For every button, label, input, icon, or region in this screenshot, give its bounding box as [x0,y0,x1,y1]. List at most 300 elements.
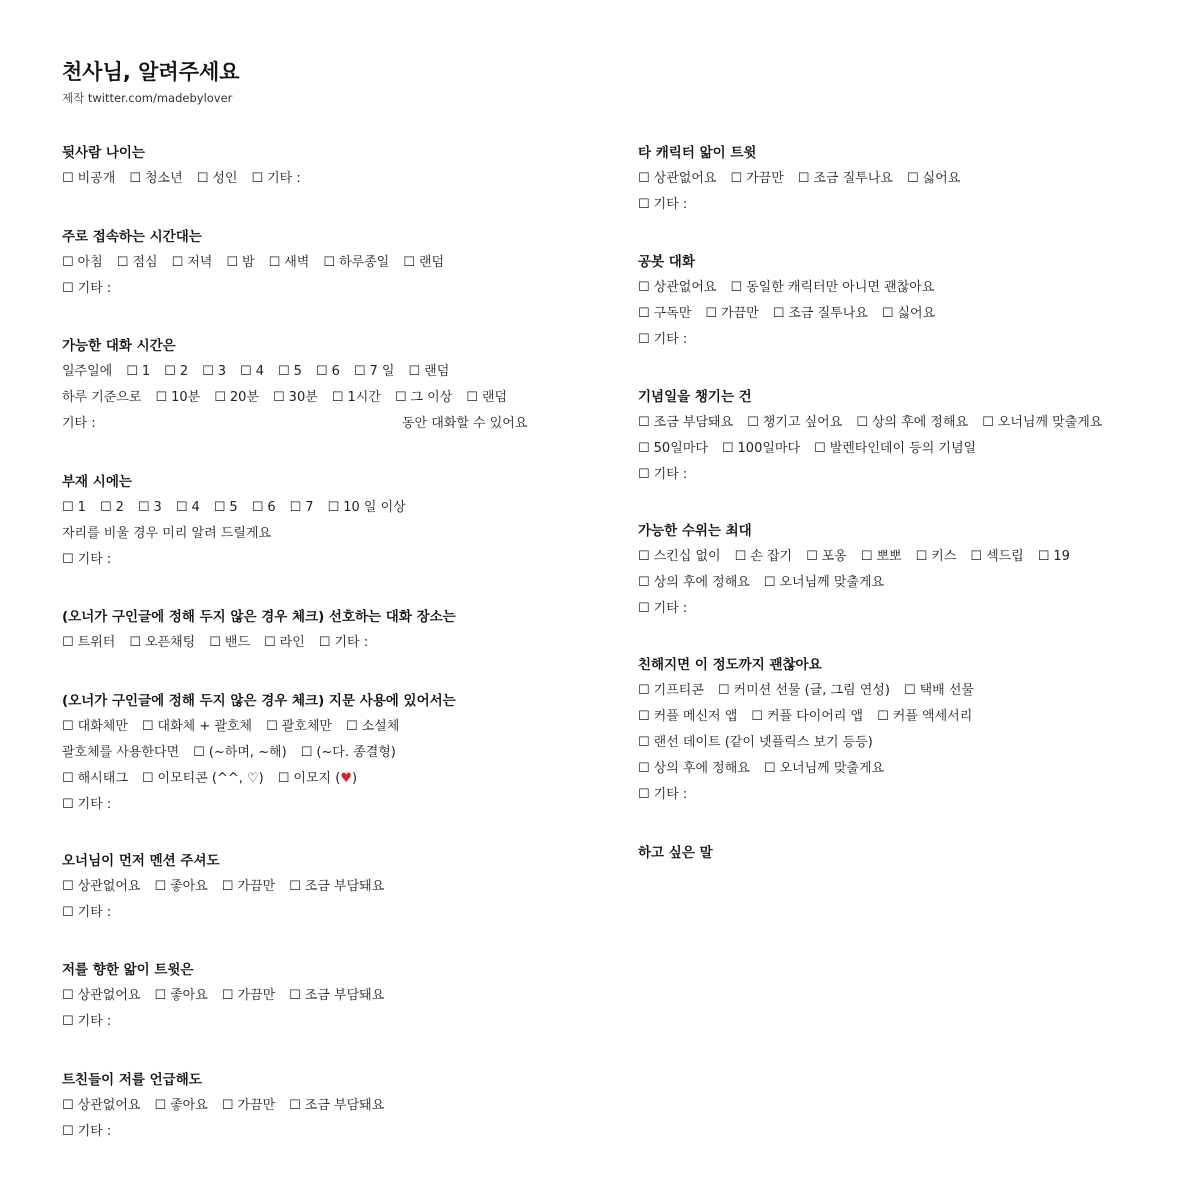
option-label: 청소년 [145,171,183,186]
question-section [638,518,1187,622]
checkbox-icon[interactable]: ☐ [638,709,650,724]
checkbox-icon[interactable]: ☐ [62,500,74,515]
checkbox-icon[interactable]: ☐ [251,500,264,515]
checkbox-icon[interactable]: ☐ [300,745,313,760]
checkbox-icon[interactable]: ☐ [353,364,366,379]
checkbox-option[interactable] [126,359,150,385]
option-label: 19 [1053,549,1070,564]
option-label: 밤 [242,255,255,270]
checkbox-option[interactable] [301,740,396,766]
question-section [638,140,1187,218]
checkbox-icon[interactable]: ☐ [638,197,650,212]
option-row [62,792,622,818]
checkbox-icon[interactable]: ☐ [62,797,74,812]
option-label: 상관없어요 [653,171,717,186]
option-label: 이모지 ( [293,771,341,786]
checkbox-option[interactable] [129,630,195,656]
option-label: 커미션 선물 (글, 그림 연성) [733,683,890,698]
option-row [62,521,622,547]
option-label: 소설체 [361,719,400,734]
option-label: 1 [77,500,86,515]
checkbox-option[interactable] [638,462,687,488]
checkbox-icon[interactable]: ☐ [226,255,238,270]
checkbox-icon[interactable]: ☐ [214,390,226,405]
row-suffix-text: 동안 대화할 수 있어요 [402,416,528,431]
option-row [638,166,1187,192]
checkbox-icon[interactable]: ☐ [1037,549,1050,564]
option-row [62,630,622,656]
checkbox-option[interactable] [290,495,314,521]
checkbox-icon[interactable]: ☐ [772,306,785,321]
checkbox-icon[interactable]: ☐ [264,635,276,650]
checkbox-option[interactable] [278,359,302,385]
checkbox-icon[interactable]: ☐ [638,280,650,295]
option-row [638,436,1187,462]
checkbox-icon[interactable]: ☐ [62,255,74,270]
option-label: 조금 부담돼요 [653,415,734,430]
option-row [62,547,622,573]
checkbox-icon[interactable]: ☐ [289,500,302,515]
checkbox-icon[interactable]: ☐ [327,500,340,515]
checkbox-option[interactable] [1038,544,1070,570]
checkbox-option[interactable] [638,275,716,301]
question-section [62,140,622,192]
checkbox-icon[interactable]: ☐ [141,719,154,734]
checkbox-option[interactable] [916,544,957,570]
checkbox-option[interactable] [289,1093,384,1119]
checkbox-option[interactable] [251,166,300,192]
checkbox-option[interactable] [62,547,111,573]
checkbox-icon[interactable]: ☐ [638,441,650,456]
option-label: 아침 [77,255,103,270]
checkbox-icon[interactable]: ☐ [154,879,167,894]
checkbox-icon[interactable]: ☐ [638,575,650,590]
option-label: 하루종일 [339,255,390,270]
checkbox-option[interactable] [142,714,252,740]
checkbox-icon[interactable]: ☐ [154,1098,167,1113]
checkbox-icon[interactable]: ☐ [705,306,717,321]
checkbox-icon[interactable]: ☐ [273,390,285,405]
checkbox-option[interactable] [154,983,207,1009]
checkbox-option[interactable] [323,250,389,276]
checkbox-icon[interactable]: ☐ [906,171,919,186]
checkbox-option[interactable] [638,410,733,436]
question-section [638,840,1187,866]
question-title: 타 캐릭터 앎이 트윗 [638,145,757,161]
checkbox-option[interactable] [638,166,716,192]
checkbox-icon[interactable]: ☐ [62,1014,74,1029]
checkbox-icon[interactable]: ☐ [747,415,759,430]
checkbox-option[interactable] [142,766,264,792]
checkbox-option[interactable] [289,983,384,1009]
checkbox-icon[interactable]: ☐ [62,171,74,186]
checkbox-option[interactable] [266,714,332,740]
option-label: 기타 : [77,1124,112,1139]
option-label: (~하며, ~해) [208,745,287,760]
checkbox-option[interactable] [269,250,310,276]
checkbox-icon[interactable]: ☐ [403,255,415,270]
checkbox-option[interactable] [328,495,406,521]
form-title: 천사님, 알려주세요 [62,60,240,84]
option-label: 기타 : [267,171,301,186]
checkbox-icon[interactable]: ☐ [62,635,74,650]
checkbox-icon[interactable]: ☐ [721,441,734,456]
checkbox-icon[interactable]: ☐ [638,467,650,482]
heart-emoji-icon: ♥ [340,771,352,786]
checkbox-option[interactable] [62,276,111,302]
checkbox-option[interactable] [62,900,111,926]
checkbox-option[interactable] [117,250,158,276]
option-row [638,410,1187,436]
checkbox-icon[interactable]: ☐ [763,575,776,590]
question-section [62,848,622,926]
question-title: (오너가 구인글에 정해 두지 않은 경우 체크) 지문 사용에 있어서는 [62,693,456,709]
checkbox-option[interactable] [882,301,935,327]
option-row [62,385,622,411]
question-section [62,957,622,1035]
checkbox-option[interactable] [155,385,200,411]
checkbox-option[interactable] [354,359,395,385]
checkbox-option[interactable] [638,596,687,622]
option-row [62,359,622,385]
question-title: 부재 시에는 [62,474,132,490]
checkbox-icon[interactable]: ☐ [717,683,730,698]
checkbox-icon[interactable]: ☐ [141,771,154,786]
checkbox-option[interactable] [172,250,213,276]
checkbox-icon[interactable]: ☐ [99,500,112,515]
checkbox-icon[interactable]: ☐ [126,364,138,379]
checkbox-option[interactable] [222,874,275,900]
checkbox-icon[interactable]: ☐ [970,549,983,564]
question-title: 가능한 수위는 최대 [638,523,752,539]
checkbox-option[interactable] [62,495,86,521]
checkbox-icon[interactable]: ☐ [394,390,407,405]
option-label: 2 [115,500,124,515]
option-label: 1시간 [347,390,381,405]
option-label: 조금 부담돼요 [304,988,385,1003]
checkbox-option[interactable] [764,570,884,596]
checkbox-option[interactable] [226,250,254,276]
checkbox-option[interactable] [193,740,287,766]
checkbox-icon[interactable]: ☐ [315,364,328,379]
option-label: 3 [153,500,162,515]
checkbox-option[interactable] [214,495,238,521]
checkbox-option[interactable] [638,782,687,808]
checkbox-option[interactable] [638,327,687,353]
checkbox-icon[interactable]: ☐ [62,281,74,296]
row-label: 일주일에 [62,364,113,379]
checkbox-option[interactable] [638,301,691,327]
option-label: 그 이상 [410,390,453,405]
checkbox-option[interactable] [806,544,847,570]
checkbox-option[interactable] [814,436,976,462]
checkbox-option[interactable] [408,359,449,385]
checkbox-icon[interactable]: ☐ [318,635,331,650]
checkbox-option[interactable] [154,874,207,900]
checkbox-icon[interactable]: ☐ [331,390,344,405]
checkbox-option[interactable] [129,166,182,192]
checkbox-icon[interactable]: ☐ [638,761,650,776]
option-label: 오너님께 맞출게요 [997,415,1103,430]
checkbox-icon[interactable]: ☐ [763,761,776,776]
option-row [638,327,1187,353]
option-label: 싫어요 [922,171,961,186]
checkbox-icon[interactable]: ☐ [202,364,214,379]
question-section [62,688,622,818]
checkbox-option[interactable] [252,495,276,521]
checkbox-icon[interactable]: ☐ [213,500,226,515]
option-row [62,900,622,926]
option-label: 상관없어요 [77,1098,141,1113]
checkbox-option[interactable] [638,678,704,704]
option-label: 오너님께 맞출게요 [779,761,885,776]
checkbox-icon[interactable]: ☐ [137,500,150,515]
question-title: (오너가 구인글에 정해 두지 않은 경우 체크) 선호하는 대화 장소는 [62,609,456,625]
checkbox-icon[interactable]: ☐ [62,988,74,1003]
checkbox-icon[interactable]: ☐ [638,683,650,698]
checkbox-icon[interactable]: ☐ [277,364,290,379]
checkbox-icon[interactable]: ☐ [268,255,281,270]
checkbox-option[interactable] [62,1119,111,1145]
question-section [62,333,622,437]
option-label: 이모티콘 (^^, ♡) [157,771,264,786]
checkbox-option[interactable] [138,495,162,521]
checkbox-icon[interactable]: ☐ [638,171,650,186]
option-label: 오픈채팅 [145,635,196,650]
checkbox-option[interactable] [638,756,750,782]
checkbox-option[interactable] [62,766,128,792]
checkbox-option[interactable] [346,714,399,740]
option-label: 5 [229,500,238,515]
checkbox-option[interactable] [202,359,226,385]
checkbox-option[interactable] [222,1093,275,1119]
option-label: 해시태그 [77,771,128,786]
checkbox-icon[interactable]: ☐ [345,719,358,734]
checkbox-option[interactable] [861,544,902,570]
option-label: 구독만 [653,306,692,321]
checkbox-option[interactable] [62,1093,140,1119]
option-label: 3 [217,364,227,379]
checkbox-option[interactable] [289,874,384,900]
option-label: 가끔만 [237,879,276,894]
checkbox-icon[interactable]: ☐ [877,709,889,724]
checkbox-option[interactable] [638,730,873,756]
row-label: 자리를 비울 경우 미리 알려 드릴게요 [62,526,272,541]
checkbox-icon[interactable]: ☐ [881,306,894,321]
option-label: 7 [305,500,314,515]
checkbox-icon[interactable]: ☐ [129,171,141,186]
checkbox-option[interactable] [62,983,140,1009]
checkbox-icon[interactable]: ☐ [638,306,650,321]
checkbox-option[interactable] [856,410,968,436]
checkbox-option[interactable] [638,192,687,218]
checkbox-icon[interactable]: ☐ [734,549,747,564]
checkbox-option[interactable] [718,678,890,704]
checkbox-icon[interactable]: ☐ [289,1098,301,1113]
checkbox-option[interactable] [154,1093,207,1119]
option-label: 성인 [212,171,238,186]
option-label: 대화체 + 괄호체 [157,719,253,734]
checkbox-icon[interactable]: ☐ [638,415,650,430]
row-label: 하루 기준으로 [62,390,142,405]
checkbox-option[interactable] [176,495,200,521]
question-title: 트친들이 저를 언급해도 [62,1072,202,1088]
checkbox-option[interactable] [638,436,708,462]
option-label: 커플 메신저 앱 [653,709,738,724]
checkbox-icon[interactable]: ☐ [289,988,301,1003]
checkbox-icon[interactable]: ☐ [860,549,873,564]
option-label: 손 잡기 [750,549,793,564]
checkbox-option[interactable] [764,756,884,782]
checkbox-icon[interactable]: ☐ [62,771,74,786]
option-label: 좋아요 [170,1098,208,1113]
checkbox-option[interactable] [62,792,111,818]
checkbox-icon[interactable]: ☐ [175,500,188,515]
option-row [62,411,622,437]
question-title: 친해지면 이 정도까지 괜찮아요 [638,657,822,673]
checkbox-icon[interactable]: ☐ [62,1098,74,1113]
checkbox-option[interactable] [222,983,275,1009]
option-label: 가끔만 [237,1098,276,1113]
checkbox-icon[interactable]: ☐ [730,171,743,186]
question-title: 주로 접속하는 시간대는 [62,229,202,245]
checkbox-icon[interactable]: ☐ [323,255,335,270]
checkbox-option[interactable] [798,166,893,192]
checkbox-option[interactable] [751,704,863,730]
checkbox-option[interactable] [466,385,507,411]
checkbox-option[interactable] [730,275,934,301]
option-label: 30분 [288,390,318,405]
checkbox-option[interactable] [403,250,444,276]
checkbox-icon[interactable]: ☐ [266,719,278,734]
checkbox-option[interactable] [100,495,124,521]
checkbox-icon[interactable]: ☐ [196,171,209,186]
question-section [62,224,622,302]
checkbox-option[interactable] [904,678,974,704]
checkbox-icon[interactable]: ☐ [155,390,168,405]
checkbox-icon[interactable]: ☐ [856,415,868,430]
checkbox-icon[interactable]: ☐ [62,879,74,894]
checkbox-option[interactable] [273,385,318,411]
option-label: 라인 [279,635,305,650]
checkbox-option[interactable] [638,570,750,596]
checkbox-icon[interactable]: ☐ [221,1098,234,1113]
checkbox-option[interactable] [705,301,758,327]
row-label: 괄호체를 사용한다면 [62,745,180,760]
option-label: 택배 선물 [919,683,974,698]
checkbox-icon[interactable]: ☐ [638,787,650,802]
checkbox-icon[interactable]: ☐ [915,549,928,564]
checkbox-option[interactable] [722,436,800,462]
checkbox-icon[interactable]: ☐ [903,683,916,698]
checkbox-icon[interactable]: ☐ [129,635,141,650]
checkbox-icon[interactable]: ☐ [289,879,301,894]
checkbox-option[interactable] [278,766,357,792]
option-label: 가끔만 [237,988,276,1003]
checkbox-icon[interactable]: ☐ [62,552,74,567]
checkbox-option[interactable] [773,301,868,327]
checkbox-icon[interactable]: ☐ [277,771,290,786]
checkbox-icon[interactable]: ☐ [221,988,234,1003]
checkbox-option[interactable] [240,359,264,385]
checkbox-icon[interactable]: ☐ [164,364,176,379]
checkbox-option[interactable] [747,410,842,436]
checkbox-icon[interactable]: ☐ [62,719,74,734]
checkbox-option[interactable] [62,630,115,656]
checkbox-icon[interactable]: ☐ [982,415,994,430]
checkbox-icon[interactable]: ☐ [116,255,129,270]
checkbox-option[interactable] [62,714,128,740]
checkbox-icon[interactable]: ☐ [171,255,184,270]
checkbox-option[interactable] [197,166,238,192]
checkbox-option[interactable] [62,166,115,192]
checkbox-option[interactable] [395,385,452,411]
checkbox-option[interactable] [730,166,783,192]
checkbox-icon[interactable]: ☐ [221,879,234,894]
checkbox-option[interactable] [214,385,259,411]
checkbox-icon[interactable]: ☐ [638,332,650,347]
question-title: 하고 싶은 말 [638,845,713,861]
checkbox-option[interactable] [877,704,972,730]
checkbox-icon[interactable]: ☐ [240,364,252,379]
checkbox-icon[interactable]: ☐ [730,280,743,295]
checkbox-option[interactable] [209,630,250,656]
option-label: 챙기고 싶어요 [762,415,843,430]
checkbox-option[interactable] [164,359,188,385]
option-row [62,766,622,792]
question-section [62,604,622,656]
checkbox-option[interactable] [62,250,103,276]
checkbox-icon[interactable]: ☐ [806,549,818,564]
checkbox-option[interactable] [638,704,737,730]
checkbox-icon[interactable]: ☐ [193,745,205,760]
option-label: 기타 : [653,332,688,347]
checkbox-option[interactable] [62,874,140,900]
checkbox-icon[interactable]: ☐ [751,709,763,724]
option-label: 점심 [132,255,158,270]
option-label: 대화체만 [77,719,128,734]
checkbox-option[interactable] [264,630,305,656]
checkbox-icon[interactable]: ☐ [154,988,167,1003]
question-section [638,652,1187,808]
option-label: 7 일 [369,364,395,379]
checkbox-icon[interactable]: ☐ [209,635,221,650]
question-title: 뒷사람 나이는 [62,145,145,161]
checkbox-option[interactable] [735,544,792,570]
checkbox-option[interactable] [332,385,381,411]
checkbox-option[interactable] [907,166,960,192]
checkbox-icon[interactable]: ☐ [814,441,826,456]
checkbox-icon[interactable]: ☐ [62,905,74,920]
checkbox-icon[interactable]: ☐ [251,171,264,186]
checkbox-icon[interactable]: ☐ [638,549,650,564]
checkbox-option[interactable] [982,410,1102,436]
option-row [638,782,1187,808]
checkbox-icon[interactable]: ☐ [62,1124,74,1139]
checkbox-icon[interactable]: ☐ [638,601,650,616]
checkbox-option[interactable] [316,359,340,385]
checkbox-option[interactable] [62,1009,111,1035]
checkbox-option[interactable] [970,544,1023,570]
option-label: 기타 : [77,797,112,812]
checkbox-icon[interactable]: ☐ [408,364,421,379]
checkbox-icon[interactable]: ☐ [797,171,810,186]
option-label: 좋아요 [170,988,208,1003]
checkbox-icon[interactable]: ☐ [638,735,650,750]
checkbox-option[interactable] [319,630,368,656]
checkbox-icon[interactable]: ☐ [466,390,478,405]
checkbox-option[interactable] [638,544,721,570]
